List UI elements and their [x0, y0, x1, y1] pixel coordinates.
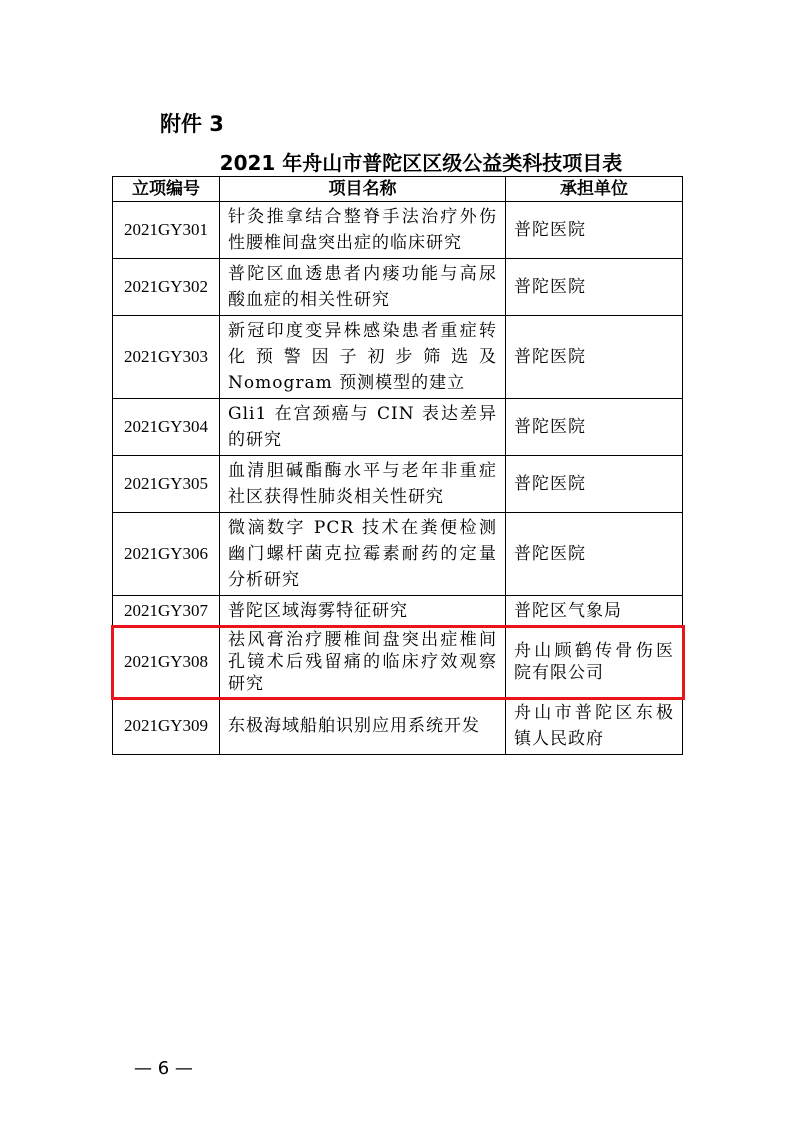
project-code: 2021GY302 [113, 259, 220, 316]
project-unit: 普陀区气象局 [506, 596, 683, 627]
project-code: 2021GY308 [113, 627, 220, 698]
table-row [113, 513, 683, 596]
table-row [113, 316, 683, 399]
table-row [113, 456, 683, 513]
table-row-highlighted [113, 627, 683, 698]
project-unit: 普陀医院 [506, 316, 683, 399]
project-name: 血清胆碱酯酶水平与老年非重症社区获得性肺炎相关性研究 [220, 456, 506, 513]
project-code: 2021GY304 [113, 399, 220, 456]
project-unit: 普陀医院 [506, 456, 683, 513]
table-row [113, 596, 683, 627]
project-code: 2021GY309 [113, 698, 220, 755]
project-name: Gli1 在宫颈癌与 CIN 表达差异的研究 [220, 399, 506, 456]
project-unit: 普陀医院 [506, 259, 683, 316]
project-code: 2021GY306 [113, 513, 220, 596]
project-unit: 舟山顾鹤传骨伤医院有限公司 [506, 627, 683, 698]
document-title: 2021 年舟山市普陀区区级公益类科技项目表 [219, 151, 623, 175]
header-code: 立项编号 [113, 177, 220, 202]
project-name: 祛风膏治疗腰椎间盘突出症椎间孔镜术后残留痛的临床疗效观察研究 [220, 627, 506, 698]
project-unit: 普陀医院 [506, 513, 683, 596]
project-unit: 普陀医院 [506, 202, 683, 259]
project-code: 2021GY303 [113, 316, 220, 399]
project-name: 普陀区域海雾特征研究 [220, 596, 506, 627]
project-unit: 舟山市普陀区东极镇人民政府 [506, 698, 683, 755]
table-header-row [113, 177, 683, 202]
project-code: 2021GY305 [113, 456, 220, 513]
table-row [113, 698, 683, 755]
attachment-label: 附件 3 [160, 112, 224, 136]
table-row [113, 202, 683, 259]
page-number: — 6 — [134, 1058, 193, 1079]
project-code: 2021GY307 [113, 596, 220, 627]
project-name: 新冠印度变异株感染患者重症转化预警因子初步筛选及 Nomogram 预测模型的建立 [220, 316, 506, 399]
table-row [113, 399, 683, 456]
project-name: 东极海域船舶识别应用系统开发 [220, 698, 506, 755]
project-name: 普陀区血透患者内瘘功能与高尿酸血症的相关性研究 [220, 259, 506, 316]
header-name: 项目名称 [220, 177, 506, 202]
table-row [113, 259, 683, 316]
project-name: 针灸推拿结合整脊手法治疗外伤性腰椎间盘突出症的临床研究 [220, 202, 506, 259]
header-unit: 承担单位 [506, 177, 683, 202]
project-name: 微滴数字 PCR 技术在粪便检测幽门螺杆菌克拉霉素耐药的定量分析研究 [220, 513, 506, 596]
project-unit: 普陀医院 [506, 399, 683, 456]
project-code: 2021GY301 [113, 202, 220, 259]
project-table [112, 176, 683, 755]
